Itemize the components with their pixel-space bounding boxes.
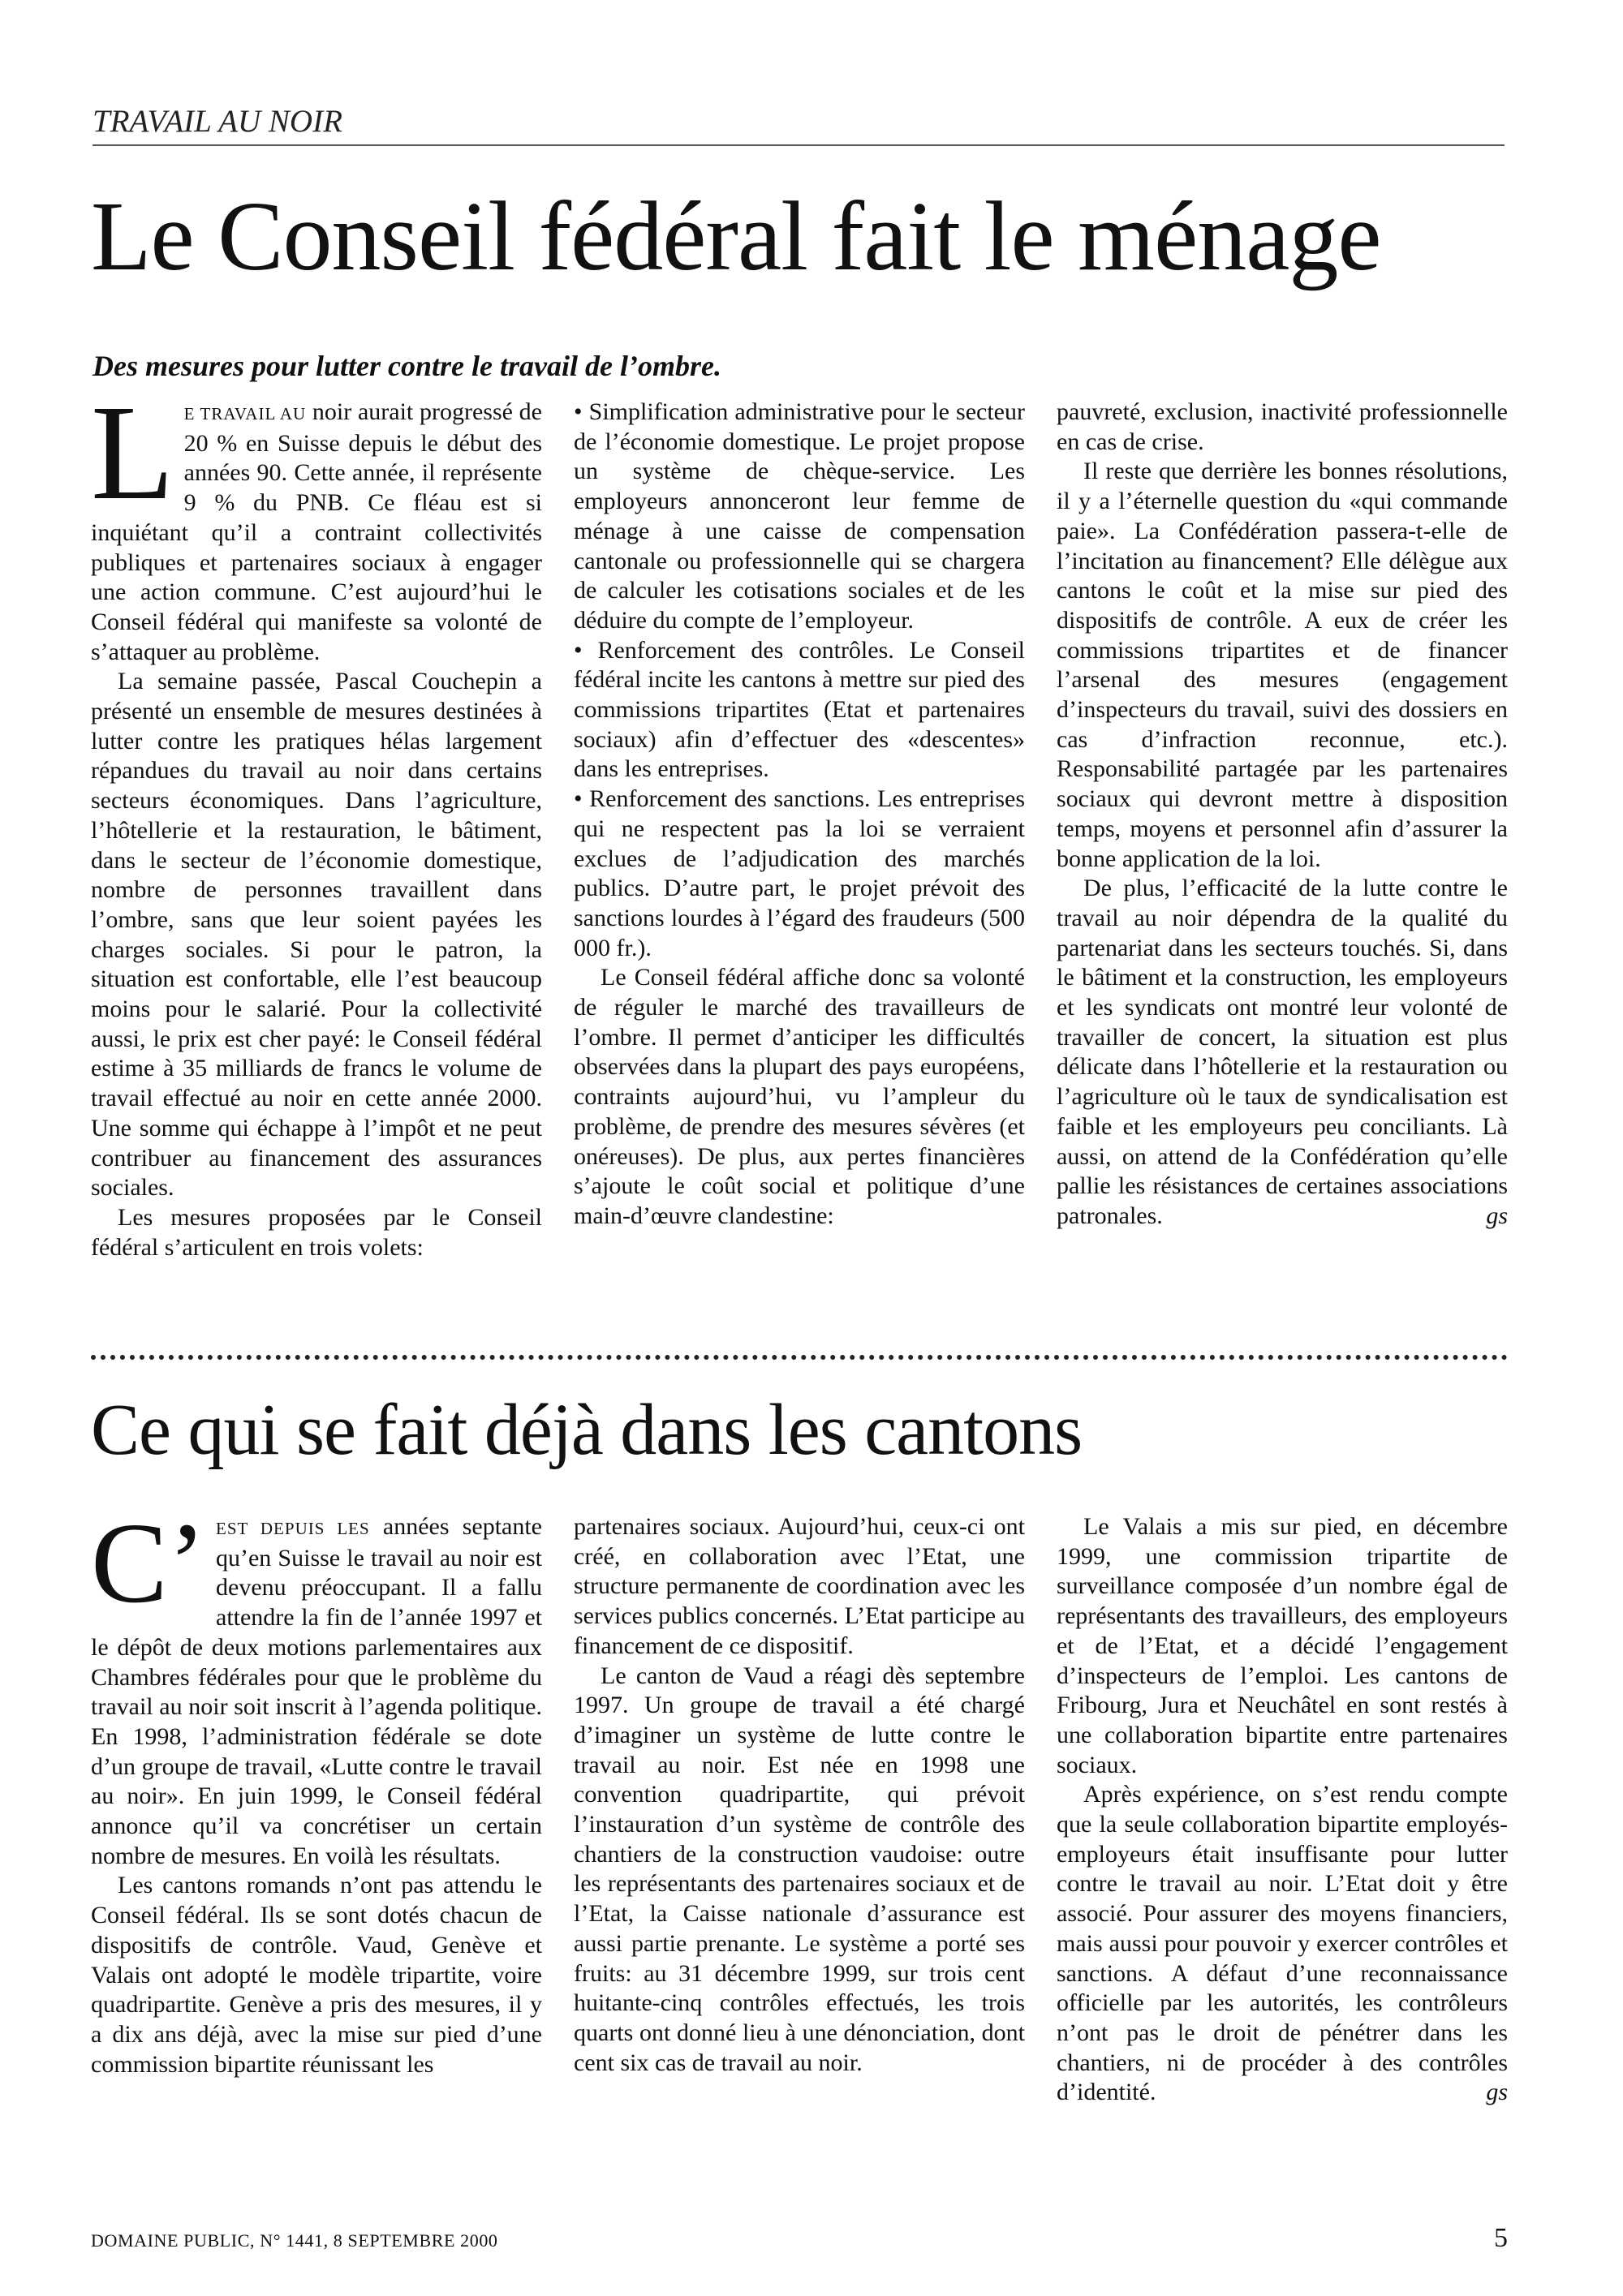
paragraph-text: Après expérience, on s’est rendu compte que la seule collaboration bipartite employés-employeurs était insuffisante pour lutter contre le travail au noir. L’Etat doit y être associé. Pour assurer des moyens financiers, mais aussi pour pouvoir y exercer contrôles et sanctions. A défaut d’une reconnaissance officielle par les autorités, les contrôleurs n’ont pas le droit de pénétrer dans les chantiers, ni de procéder à des contrôles d’identité. (1057, 1781, 1508, 2106)
lead-smallcaps: EST DEPUIS LES (216, 1519, 370, 1538)
dropcap: C’ (91, 1498, 206, 1627)
paragraph-text: De plus, l’efficacité de la lutte contre le travail au noir dépendra de la qualité du partenariat dans les secteurs touchés. Si, dans le bâtiment et la construction, les employeurs et les syndicats ont montré leur volonté de travailler de concert, la situation est plus délicate dans l’hôtellerie et la restauration ou l’agriculture où le taux de syndicalisation est faible et les employeurs peu conciliants. Là aussi, on attend de la Confédération qu’elle pallie les résistances de certaines associations patronales. (1057, 875, 1508, 1229)
article-1-lead-paragraph (91, 377, 542, 667)
paragraph-with-signature (1057, 874, 1508, 1231)
paragraph: Les cantons romands n’ont pas attendu le Conseil fédéral. Ils se sont dotés chacun de dispositifs de contrôle. Vaud, Genève et Valais ont adopté le modèle tripartite, voire quadripartite. Genève a pris des mesures, il y a dix ans déjà, avec la mise sur pied d’une commission bipartite réunissant les (91, 1872, 542, 2078)
article-2-lead-paragraph (91, 1498, 542, 1871)
author-signature: gs (1486, 1202, 1508, 1229)
author-signature: gs (1486, 2079, 1508, 2106)
bullet-paragraph: • Simplification administrative pour le secteur de l’économie domestique. Le projet propose un système de chèque-service. Les employeurs annonceront leur femme de ménage à une caisse de compensation cantonale ou professionnelle qui se chargera de calculer les cotisations sociales et de les déduire du compte de l’employeur. (574, 398, 1025, 634)
paragraph: Le canton de Vaud a réagi dès septembre 1997. Un groupe de travail a été chargé d’imaginer un système de lutte contre le travail au noir. Est née en 1998 une convention quadripartite, qui prévoit l’instauration d’un système de contrôle des chantiers de la construction vaudoise: outre les représentants des partenaires sociaux et de l’Etat, la Caisse nationale d’assurance est aussi partie prenante. Le système a porté ses fruits: au 31 décembre 1999, sur trois cent huitante-cinq contrôles effectués, les trois quarts ont donné lieu à une dénonciation, dont cent six cas de travail au noir. (574, 1662, 1025, 2076)
bullet-paragraph: • Renforcement des sanctions. Les entreprises qui ne respectent pas la loi se verraient exclues de l’adjudication des marchés publics. D’autre part, le projet prévoit des sanctions lourdes à l’égard des fraudeurs (500 000 fr.). (574, 785, 1025, 961)
paragraph: partenaires sociaux. Aujourd’hui, ceux-ci ont créé, en collaboration avec l’Etat, une structure permanente de coordination avec les services publics concernés. L’Etat participe au financement de ce dispositif. (574, 1513, 1025, 1659)
page-footer (91, 2223, 1508, 2254)
article-1-body (91, 377, 1508, 1262)
paragraph: Les mesures proposées par le Conseil fédéral s’articulent en trois volets: (91, 1203, 542, 1261)
paragraph-with-signature (1057, 1780, 1508, 2108)
lead-smallcaps: E TRAVAIL AU (183, 404, 307, 424)
bullet-paragraph: • Renforcement des contrôles. Le Conseil fédéral incite les cantons à mettre sur pied des commissions tripartites (Etat et partenaires sociaux) afin d’effectuer des «descentes» dans les entreprises. (574, 636, 1025, 783)
article-2-column-3 (1057, 1512, 1508, 2108)
paragraph: Le Valais a mis sur pied, en décembre 1999, une commission tripartite de surveillance composée d’un nombre égal de représentants des travailleurs, des employeurs et de l’Etat, et a décidé l’engagement d’inspecteurs de l’emploi. Les cantons de Fribourg, Jura et Neuchâtel en sont restés à une collaboration bipartite entre partenaires sociaux. (1057, 1513, 1508, 1778)
article-1-column-2 (574, 398, 1025, 1232)
paragraph: Il reste que derrière les bonnes résolutions, il y a l’éternelle question du «qui commande paie». La Confédération passera-t-elle de l’incitation au financement? Elle délègue aux cantons le coût et la mise sur pied des dispositifs de contrôle. A eux de créer les commissions tripartites et de financer l’arsenal des mesures (engagement d’inspecteurs du travail, suivi des dossiers en cas d’infraction reconnue, etc.). Responsabilité partagée par les partenaires sociaux qui devront mettre à disposition temps, moyens et personnel afin d’assurer la bonne application de la loi. (1057, 458, 1508, 872)
article-2-body (91, 1498, 1508, 2108)
paragraph-text: années septante qu’en Suisse le travail au noir est devenu préoccupant. Il a fallu attendre la fin de l’année 1997 et le dépôt de deux motions parlementaires aux Chambres fédérales pour que le problème du travail au noir soit inscrit à l’agenda politique. En 1998, l’administration fédérale se dote d’un groupe de travail, «Lutte contre le travail au noir». En juin 1999, le Conseil fédéral annonce qu’il va concrétiser un certain nombre de mesures. En voilà les résultats. (91, 1513, 542, 1869)
article-1-subtitle: Des mesures pour lutter contre le travail de l’ombre. (93, 350, 721, 382)
publication-info: DOMAINE PUBLIC, N° 1441, 8 SEPTEMBRE 2000 (91, 2230, 498, 2251)
article-2-column-2 (574, 1512, 1025, 2078)
section-label: TRAVAIL AU NOIR (93, 101, 1505, 146)
paragraph: pauvreté, exclusion, inactivité professionnelle en cas de crise. (1057, 398, 1508, 455)
article-1-headline: Le Conseil fédéral fait le ménage (91, 182, 1381, 291)
page-number: 5 (1494, 2223, 1508, 2253)
article-2-headline: Ce qui se fait déjà dans les cantons (91, 1390, 1083, 1470)
article-1-column-3 (1057, 398, 1508, 1232)
paragraph: La semaine passée, Pascal Couchepin a présenté un ensemble de mesures destinées à lutter contre les pratiques hélas largement répandues du travail au noir dans certains secteurs économiques. Dans l’agriculture, l’hôtellerie et la restauration, le bâtiment, dans le secteur de l’économie domestique, nombre de personnes travaillent dans l’ombre, sans que leur soient payées les charges sociales. Si pour le patron, la situation est confortable, elle l’est beaucoup moins pour le salarié. Pour la collectivité aussi, le prix est cher payé: le Conseil fédéral estime à 35 milliards de francs le volume de travail effectué au noir en cette année 2000. Une somme qui échappe à l’impôt et ne peut contribuer au financement des assurances sociales. (91, 668, 542, 1202)
article-1-column-1 (91, 377, 542, 1262)
paragraph-text: noir aurait progressé de 20 % en Suisse depuis le début des années 90. Cette année, il représente 9 % du PNB. Ce fléau est si inquiétant qu’il a contraint collectivités publiques et partenaires sociaux à engager une action commune. C’est aujourd’hui le Conseil fédéral qui manifeste sa volonté de s’attaquer au problème. (91, 398, 542, 665)
paragraph: Le Conseil fédéral affiche donc sa volonté de réguler le marché des travailleurs de l’ombre. Il permet d’anticiper les difficultés observées dans la plupart des pays européens, contraints aujourd’hui, vu l’ampleur du problème, de prendre des mesures sévères (et onéreuses). De plus, aux pertes financières s’ajoute le coût social et politique d’une main-d’œuvre clandestine: (574, 964, 1025, 1229)
article-2-column-1 (91, 1498, 542, 2079)
section-divider (91, 1355, 1508, 1360)
dropcap: L (91, 377, 174, 528)
